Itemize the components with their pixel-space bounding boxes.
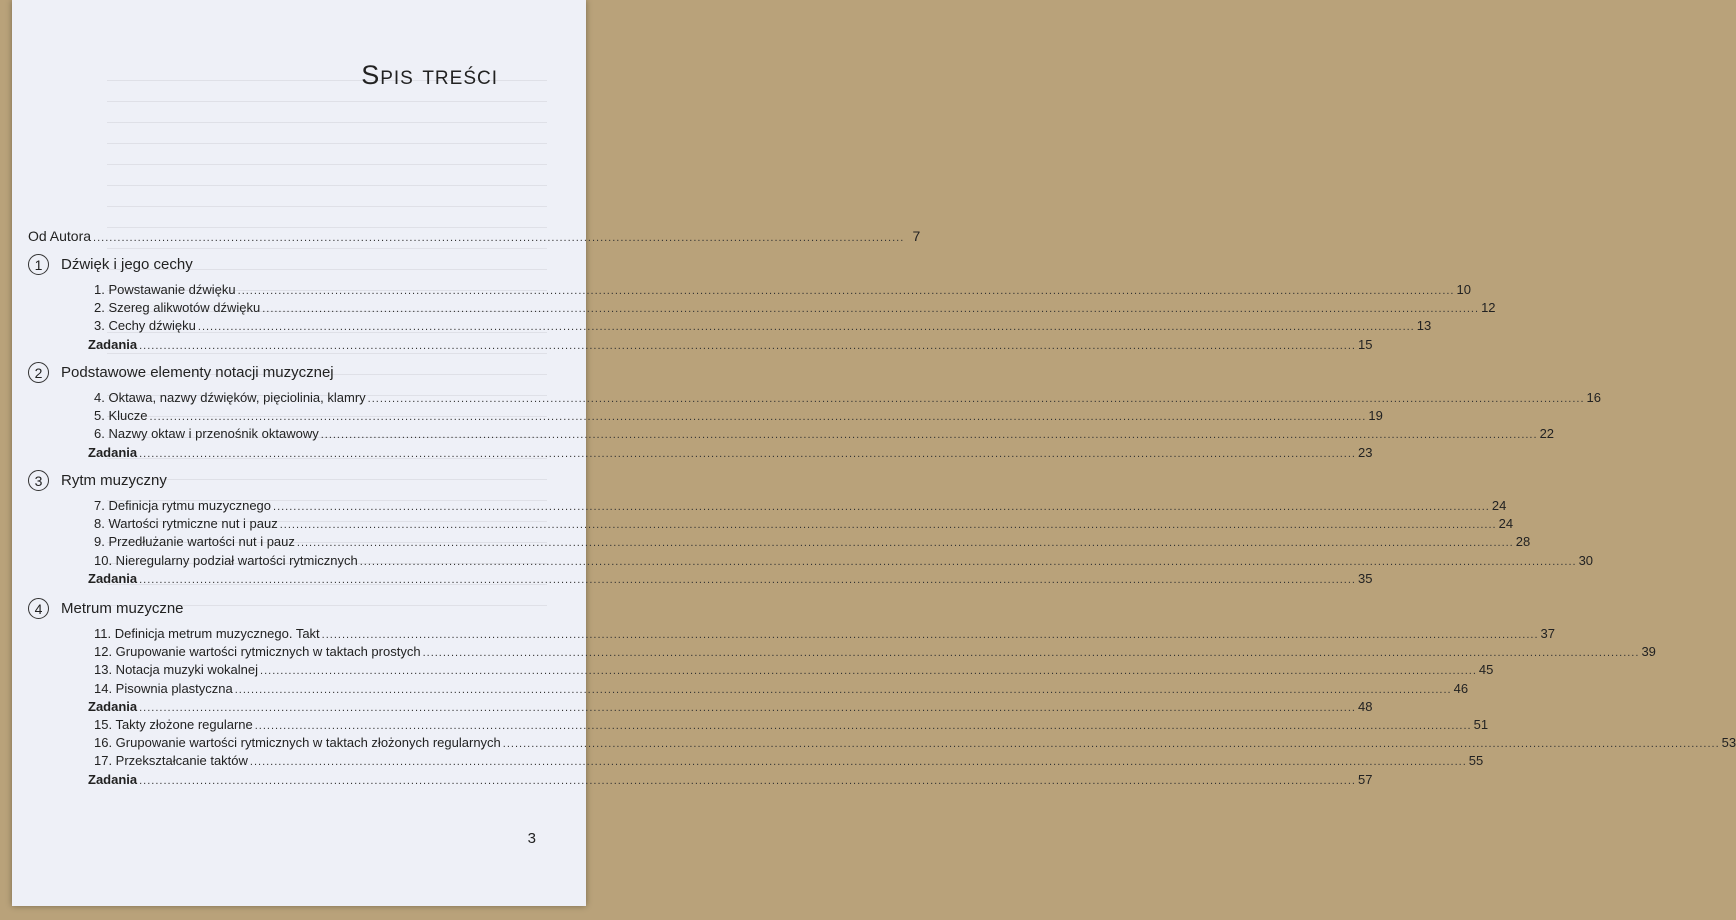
toc-entry-page: 22	[1539, 426, 1555, 442]
toc-entry	[28, 735, 1736, 753]
leader-dots: ............................................................................................................................................................................................................................................................................................................	[279, 519, 1497, 532]
leader-dots: ............................................................................................................................................................................................................................................................................................................	[260, 665, 1477, 678]
book-page	[12, 0, 1736, 906]
leader-dots: ............................................................................................................................................................................................................................................................................................................	[321, 629, 1539, 641]
toc-entry-label: Zadania	[88, 771, 138, 787]
leader-dots: ............................................................................................................................................................................................................................................................................................................	[249, 756, 1467, 769]
toc-entry-page: 53	[1721, 735, 1736, 751]
toc-entry-label: 17. Przekształcanie taktów	[94, 753, 248, 769]
toc-entry-page: 45	[1478, 662, 1494, 678]
leader-dots: ............................................................................................................................................................................................................................................................................................................	[234, 683, 1452, 696]
toc-entry-page: 48	[1357, 698, 1373, 714]
leader-dots: ............................................................................................................................................................................................................................................................................................................	[262, 303, 1480, 316]
toc-entry-label: 12. Grupowanie wartości rytmicznych w taktach prostych	[94, 644, 421, 660]
toc-entry	[28, 662, 1494, 680]
toc-entry-page: 30	[1578, 552, 1594, 568]
toc-entry-label: 3. Cechy dźwięku	[94, 318, 196, 334]
toc-entry	[28, 644, 1656, 662]
toc-entry-page: 57	[1357, 771, 1373, 787]
toc-exercises-entry	[28, 444, 1373, 463]
toc-entry-label: 4. Oktawa, nazwy dźwięków, pięciolinia, klamry	[94, 390, 366, 405]
toc-entry-page: 24	[1498, 516, 1514, 532]
toc-entry-label: Zadania	[88, 570, 138, 586]
page-number: 3	[527, 830, 536, 847]
chapter-number-circle: 4	[28, 598, 49, 619]
toc-entry-page: 46	[1453, 680, 1469, 696]
toc-entry-page: 39	[1641, 644, 1656, 660]
chapter-title: Metrum muzyczne	[61, 600, 184, 617]
toc-entry-page: 10	[1456, 282, 1471, 297]
leader-dots: ............................................................................................................................................................................................................................................................................................................	[320, 429, 1538, 442]
chapter-heading-2	[28, 362, 334, 383]
leader-dots: ............................................................................................................................................................................................................................................................................................................	[359, 555, 1577, 568]
toc-entry-label: 16. Grupowanie wartości rytmicznych w taktach złożonych regularnych	[94, 735, 501, 751]
leader-dots: ............................................................................................................................................................................................................................................................................................................	[502, 738, 1720, 751]
toc-entry-page: 15	[1357, 336, 1373, 352]
toc-entry-label: 8. Wartości rytmiczne nut i pauz	[94, 516, 278, 532]
toc-entry-page: 23	[1357, 444, 1373, 460]
toc-exercises-entry	[28, 698, 1373, 717]
toc-entry-label: 9. Przedłużanie wartości nut i pauz	[94, 534, 295, 550]
toc-entry	[28, 390, 1601, 408]
chapter-number-circle: 1	[28, 254, 49, 275]
toc-entry-label: 1. Powstawanie dźwięku	[94, 282, 236, 297]
toc-exercises-entry	[28, 336, 1373, 355]
toc-entry	[28, 426, 1555, 444]
toc-entry	[28, 318, 1432, 336]
toc-entry-label: Od Autora	[28, 228, 92, 244]
toc-exercises-entry	[28, 570, 1373, 589]
toc-entry-label: 5. Klucze	[94, 408, 148, 424]
leader-dots: ............................................................................................................................................................................................................................................................................................................	[139, 447, 1356, 460]
toc-entry	[28, 282, 1471, 300]
chapter-title: Rytm muzyczny	[61, 472, 167, 489]
toc-entry-page: 7	[912, 228, 921, 244]
chapter-number-circle: 3	[28, 470, 49, 491]
toc-entry-page: 28	[1515, 534, 1531, 550]
toc-exercises-entry	[28, 771, 1373, 790]
toc-entry-page: 35	[1357, 570, 1373, 586]
toc-entry-page: 19	[1368, 408, 1383, 424]
chapter-title: Podstawowe elementy notacji muzycznej	[61, 364, 334, 381]
toc-entry	[28, 680, 1469, 699]
toc-entry-label: Zadania	[88, 698, 138, 714]
page-title: Spis treści	[361, 60, 498, 90]
chapter-heading-1	[28, 254, 193, 275]
toc-entry-label: Zadania	[88, 444, 138, 460]
toc-entry-label: 15. Takty złożone regularne	[94, 717, 253, 732]
toc-entry-page: 51	[1473, 717, 1489, 732]
leader-dots: ............................................................................................................................................................................................................................................................................................................	[422, 647, 1640, 660]
toc-entry-page: 37	[1540, 626, 1555, 641]
leader-dots: ............................................................................................................................................................................................................................................................................................................	[197, 321, 1415, 334]
toc-entry	[28, 300, 1496, 318]
leader-dots: ............................................................................................................................................................................................................................................................................................................	[273, 501, 1490, 513]
toc-entry	[28, 626, 1555, 644]
toc-entry-label: 10. Nieregularny podział wartości rytmicznych	[94, 552, 358, 568]
toc-entry-label: 7. Definicja rytmu muzycznego	[94, 498, 272, 513]
chapter-title: Dźwięk i jego cechy	[61, 256, 193, 273]
leader-dots: ............................................................................................................................................................................................................................................................................................................	[139, 774, 1356, 787]
toc-entry-label: 6. Nazwy oktaw i przenośnik oktawowy	[94, 426, 319, 442]
toc-entry-label: 13. Notacja muzyki wokalnej	[94, 662, 259, 678]
toc-entry	[28, 498, 1507, 516]
toc-entry-label: 11. Definicja metrum muzycznego. Takt	[94, 626, 320, 641]
toc-entry-page: 16	[1586, 390, 1601, 405]
leader-dots: ............................................................................................................................................................................................................................................................................................................	[367, 393, 1585, 405]
toc-entry	[28, 534, 1531, 552]
leader-dots: ............................................................................................................................................................................................................................................................................................................	[149, 411, 1367, 424]
leader-dots: ............................................................................................................................................................................................................................................................................................................	[139, 573, 1356, 586]
chapter-number-circle: 2	[28, 362, 49, 383]
chapter-heading-3	[28, 470, 167, 491]
leader-dots: ............................................................................................................................................................................................................................................................................................................	[139, 701, 1356, 714]
toc-entry	[28, 717, 1489, 735]
leader-dots: ............................................................................................................................................................................................................................................................................................................	[296, 537, 1514, 550]
chapter-heading-4	[28, 598, 184, 619]
toc-entry-page: 13	[1416, 318, 1432, 334]
leader-dots: ............................................................................................................................................................................................................................................................................................................	[254, 720, 1472, 732]
toc-entry-label: 2. Szereg alikwotów dźwięku	[94, 300, 261, 316]
toc-entry-page: 12	[1481, 300, 1496, 316]
leader-dots: ............................................................................................................................................................................................................................................................................................................	[237, 285, 1455, 297]
leader-dots: ........................................................................................................................................................................................................	[93, 232, 905, 244]
toc-entry-page: 24	[1491, 498, 1507, 513]
toc-entry-label: Zadania	[88, 336, 138, 352]
toc-entry-page: 55	[1468, 753, 1484, 769]
leader-dots: ............................................................................................................................................................................................................................................................................................................	[139, 339, 1356, 352]
toc-entry-intro	[28, 228, 921, 246]
toc-entry	[28, 408, 1383, 426]
toc-entry	[28, 552, 1594, 571]
toc-entry-label: 14. Pisownia plastyczna	[94, 680, 233, 696]
toc-entry	[28, 753, 1484, 771]
toc-entry	[28, 516, 1514, 534]
